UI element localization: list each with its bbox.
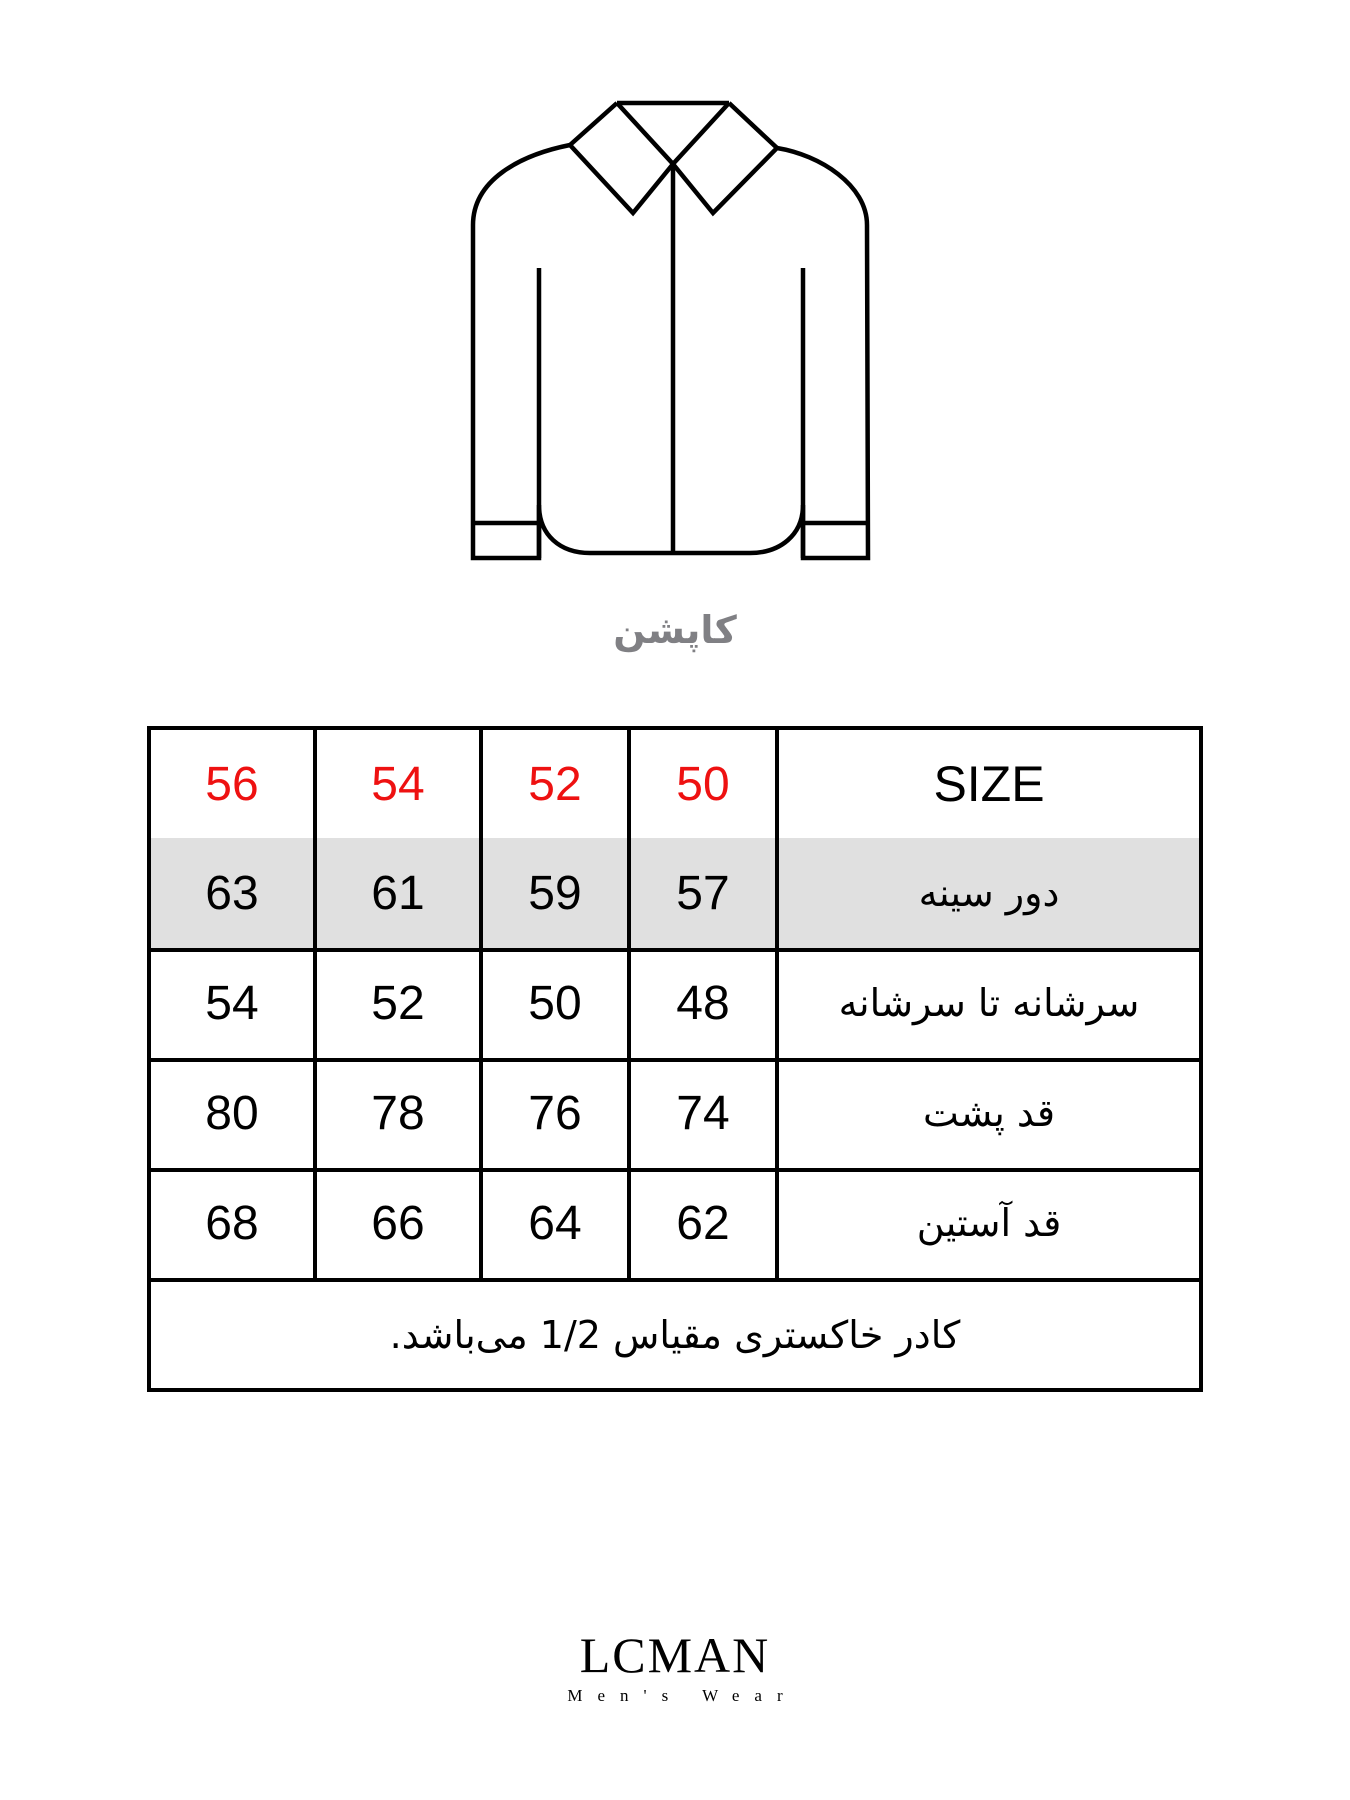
table-cell: 74 xyxy=(631,1058,779,1168)
row-label: دور سینه xyxy=(918,871,1060,915)
table-cell: 66 xyxy=(317,1168,483,1278)
brand-tagline: Men's Wear xyxy=(567,1686,798,1705)
size-56: 56 xyxy=(151,730,317,838)
table-cell: 50 xyxy=(483,948,631,1058)
table-cell: 64 xyxy=(483,1168,631,1278)
size-table xyxy=(147,726,1203,1392)
table-cell: 59 xyxy=(483,838,631,948)
table-row-chest xyxy=(151,838,1199,952)
brand-name: LCMAN xyxy=(579,1627,771,1683)
table-row-back-length xyxy=(151,1058,1199,1172)
row-label: قد آستین xyxy=(916,1201,1062,1245)
row-label: قد پشت xyxy=(923,1091,1055,1135)
table-cell: 76 xyxy=(483,1058,631,1168)
table-cell: 68 xyxy=(151,1168,317,1278)
table-row-sleeve-length xyxy=(151,1168,1199,1282)
table-cell: 63 xyxy=(151,838,317,948)
jacket-outline-icon xyxy=(0,0,1350,600)
product-title: کاپشن xyxy=(613,608,737,652)
scale-note: کادر خاکستری مقیاس 1/2 می‌باشد. xyxy=(389,1313,961,1357)
size-52: 52 xyxy=(483,730,631,838)
table-cell: 52 xyxy=(317,948,483,1058)
table-cell: 80 xyxy=(151,1058,317,1168)
row-label: سرشانه تا سرشانه xyxy=(838,981,1140,1025)
table-cell: 48 xyxy=(631,948,779,1058)
table-note-row xyxy=(151,1282,1199,1388)
brand-logo xyxy=(0,1627,1350,1706)
table-row-shoulder xyxy=(151,948,1199,1062)
size-header-label: SIZE xyxy=(933,756,1045,812)
size-54: 54 xyxy=(317,730,483,838)
table-cell: 78 xyxy=(317,1058,483,1168)
table-cell: 62 xyxy=(631,1168,779,1278)
table-cell: 57 xyxy=(631,838,779,948)
jacket-illustration xyxy=(0,0,1350,600)
size-50: 50 xyxy=(631,730,779,838)
table-cell: 54 xyxy=(151,948,317,1058)
size-header-row xyxy=(151,730,1199,842)
table-cell: 61 xyxy=(317,838,483,948)
